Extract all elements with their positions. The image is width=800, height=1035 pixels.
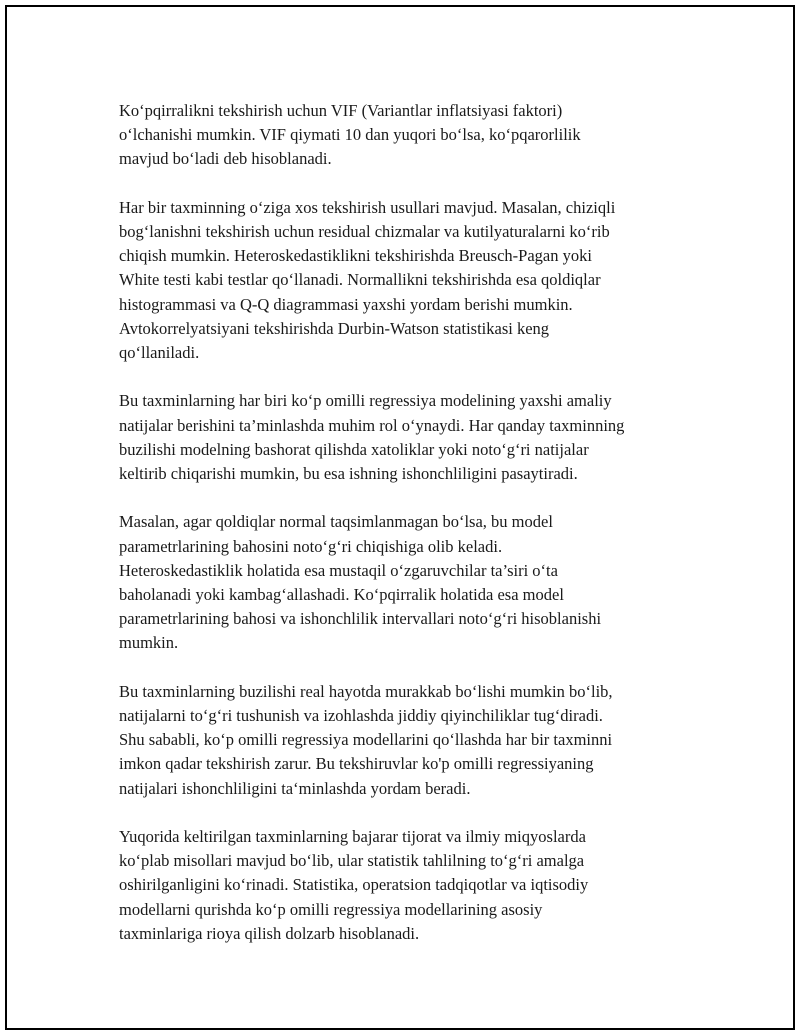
paragraph-assumptions-role: Bu taxminlarning har biri ko‘p omilli regressiya modelining yaxshi amaliy natijalar berishini ta’minlashda muhim rol o‘ynaydi. Har qanday taxminning buzilishi modelning bashorat qilishda xatoliklar yoki noto‘g‘ri natijalar keltirib chiqarishi mumkin, bu esa ishning ishonchliligini pasaytiradi. (119, 391, 625, 484)
page-frame (5, 5, 795, 1030)
paragraph-vif: Ko‘pqirralikni tekshirish uchun VIF (Variantlar inflatsiyasi faktori) o‘lchanishi mumkin. VIF qiymati 10 dan yuqori bo‘lsa, ko‘pqarorlilik mavjud bo‘ladi deb hisoblanadi. (119, 101, 581, 169)
paragraph-conclusion: Yuqorida keltirilgan taxminlarning bajarar tijorat va ilmiy miqyoslarda ko‘plab misollari mavjud bo‘lib, ular statistik tahlilning to‘g‘ri amalga oshirilganligini ko‘rinadi. Statistika, operatsion tadqiqotlar va iqtisodiy modellarni qurishda ko‘p omilli regressiya modellarining asosiy taxminlariga rioya qilish dolzarb hisoblanadi. (119, 827, 589, 943)
document-body (119, 99, 699, 946)
paragraph-violation-examples: Masalan, agar qoldiqlar normal taqsimlanmagan bo‘lsa, bu model parametrlarining bahosini noto‘g‘ri chiqishiga olib keladi. Heteroskedastiklik holatida esa mustaqil o‘zgaruvchilar ta’siri o‘ta baholanadi yoki kambag‘allashadi. Ko‘pqirralik holatida esa model parametrlarining bahosi va ishonchlilik intervallari noto‘g‘ri hisoblanishi mumkin. (119, 512, 602, 653)
paragraph-real-life: Bu taxminlarning buzilishi real hayotda murakkab bo‘lishi mumkin bo‘lib, natijalarni to‘g‘ri tushunish va izohlashda jiddiy qiyinchiliklar tug‘diradi. Shu sababli, ko‘p omilli regressiya modellarini qo‘llashda har bir taxminni imkon qadar tekshirish zarur. Bu tekshiruvlar ko'p omilli regressiyaning natijalari ishonchliligini ta‘minlashda yordam beradi. (119, 681, 613, 798)
paragraph-test-methods: Har bir taxminning o‘ziga xos tekshirish usullari mavjud. Masalan, chiziqli bog‘lanishni tekshirish uchun residual chizmalar va kutilyaturalarni ko‘rib chiqish mumkin. Heteroskedastiklikni tekshirishda Breusch-Pagan yoki White testi kabi testlar qo‘llanadi. Normallikni tekshirishda esa qoldiqlar histogrammasi va Q-Q diagrammasi yaxshi yordam berishi mumkin. Avtokorrelyatsiyani tekshirishda Durbin-Watson statistikasi keng qo‘llaniladi. (119, 197, 616, 363)
